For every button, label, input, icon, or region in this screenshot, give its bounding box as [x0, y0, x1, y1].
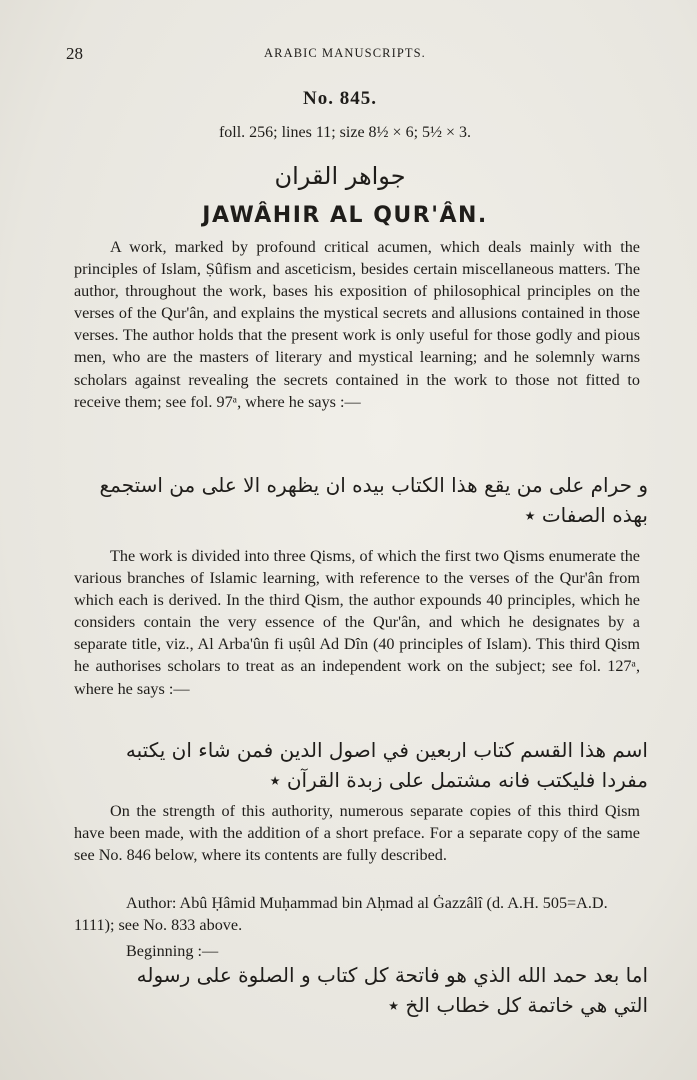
description-paragraph-2 [74, 545, 640, 700]
paragraph-2-text: The work is divided into three Qisms, of which the first two Qisms enumerate the various branches of Islamic learning, with reference to the verses of the Qur'ân from which each is derived. In the third Qism, the author expounds 40 principles, which he considers contain the very essence of the Qur'ân, and which he designates by a separate title, viz., Al Arba'ûn fi uṣûl Ad Dîn (40 principles of Islam). This third Qism he authorises scholars to treat as an independent work on the subject; see fol. 127ᵃ, where he says :— [74, 547, 640, 698]
arabic-quote-1-line-2: بهذه الصفات ٭ [524, 503, 648, 527]
arabic-quote-2-line-1: اسم هذا القسم كتاب اربعين في اصول الدين فمن شاء ان يكتبه [125, 738, 648, 762]
page-header [66, 44, 646, 64]
description-paragraph-1 [74, 236, 640, 413]
entry-number: No. 845. [303, 88, 377, 109]
arabic-quote-2 [70, 735, 648, 795]
arabic-quote-1 [70, 470, 648, 530]
collation-line: foll. 256; lines 11; size 8½ × 6; 5½ × 3. [218, 124, 472, 141]
arabic-quote-1-line-1: و حرام على من يقع هذا الكتاب بيده ان يظهره الا على من استجمع [99, 473, 648, 497]
arabic-quote-3 [70, 960, 648, 1020]
description-paragraph-3 [74, 800, 640, 866]
beginning-label: Beginning :— [126, 942, 219, 960]
arabic-quote-3-line-1: اما بعد حمد الله الذي هو فاتحة كل كتاب و الصلوة على رسوله [136, 963, 648, 987]
author-label: Author: [126, 894, 177, 912]
running-head: ARABIC MANUSCRIPTS. [264, 46, 426, 60]
author-line [74, 892, 640, 936]
arabic-quote-2-line-2: مفردا فليكتب فانه مشتمل على زبدة القرآن ٭ [269, 768, 648, 792]
arabic-title: جواهر القران [274, 162, 406, 190]
arabic-quote-3-line-2: التي هي خاتمة كل خطاب الخ ٭ [388, 993, 648, 1017]
paragraph-1-text: A work, marked by profound critical acumen, which deals mainly with the principles of Islam, Ṣûfism and asceticism, besides certain miscellaneous matters. The author, throughout the work, bases his exposition of philosophical principles on the verses of the Qur'ân, and explains the mystical secrets and allusions contained in those verses. The author holds that the present work is only useful for those godly and pious men, who are the masters of literary and mystical learning; and he solemnly warns scholars against revealing the secrets contained in the work to those not fitted to receive them; see fol. 97ᵃ, where he says :— [74, 238, 640, 411]
entry-title: JAWÂHIR AL QUR'ÂN. [202, 203, 488, 228]
page-number: 28 [66, 44, 83, 63]
paragraph-3-text: On the strength of this authority, numerous separate copies of this third Qism have been made, with the addition of a short preface. For a separate copy of the same see No. 846 below, where its contents are fully described. [74, 802, 640, 865]
author-text: Abû Ḥâmid Muḥammad bin Aḥmad al Ġazzâlî (d. A.H. 505=A.D. 1111); see No. 833 above. [74, 894, 608, 935]
